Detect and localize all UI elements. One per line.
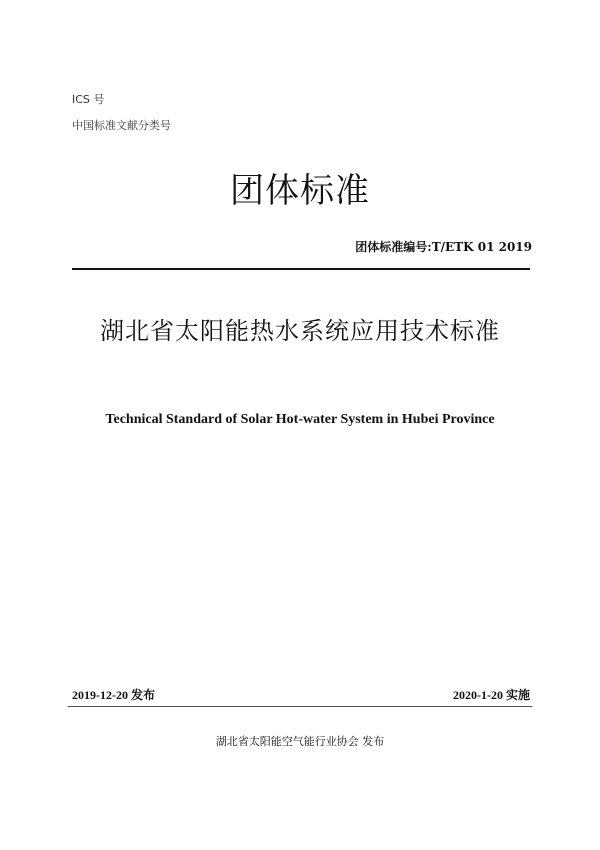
- footer-divider: [68, 706, 532, 707]
- header-divider: [72, 268, 530, 270]
- publisher-line: 湖北省太阳能空气能行业协会 发布: [215, 735, 385, 748]
- ics-number-label: ICS 号: [72, 93, 105, 106]
- document-title-english: Technical Standard of Solar Hot-water System in Hubei Province: [105, 412, 495, 427]
- standard-number: 团体标准编号:T/ETK 01 2019: [355, 240, 532, 254]
- publish-date: 2019-12-20 发布: [72, 688, 155, 702]
- standard-type-heading: 团体标准: [230, 171, 370, 211]
- document-title-chinese: 湖北省太阳能热水系统应用技术标准: [100, 317, 500, 345]
- clc-number-label: 中国标准文献分类号: [72, 119, 171, 132]
- implementation-date: 2020-1-20 实施: [453, 688, 530, 702]
